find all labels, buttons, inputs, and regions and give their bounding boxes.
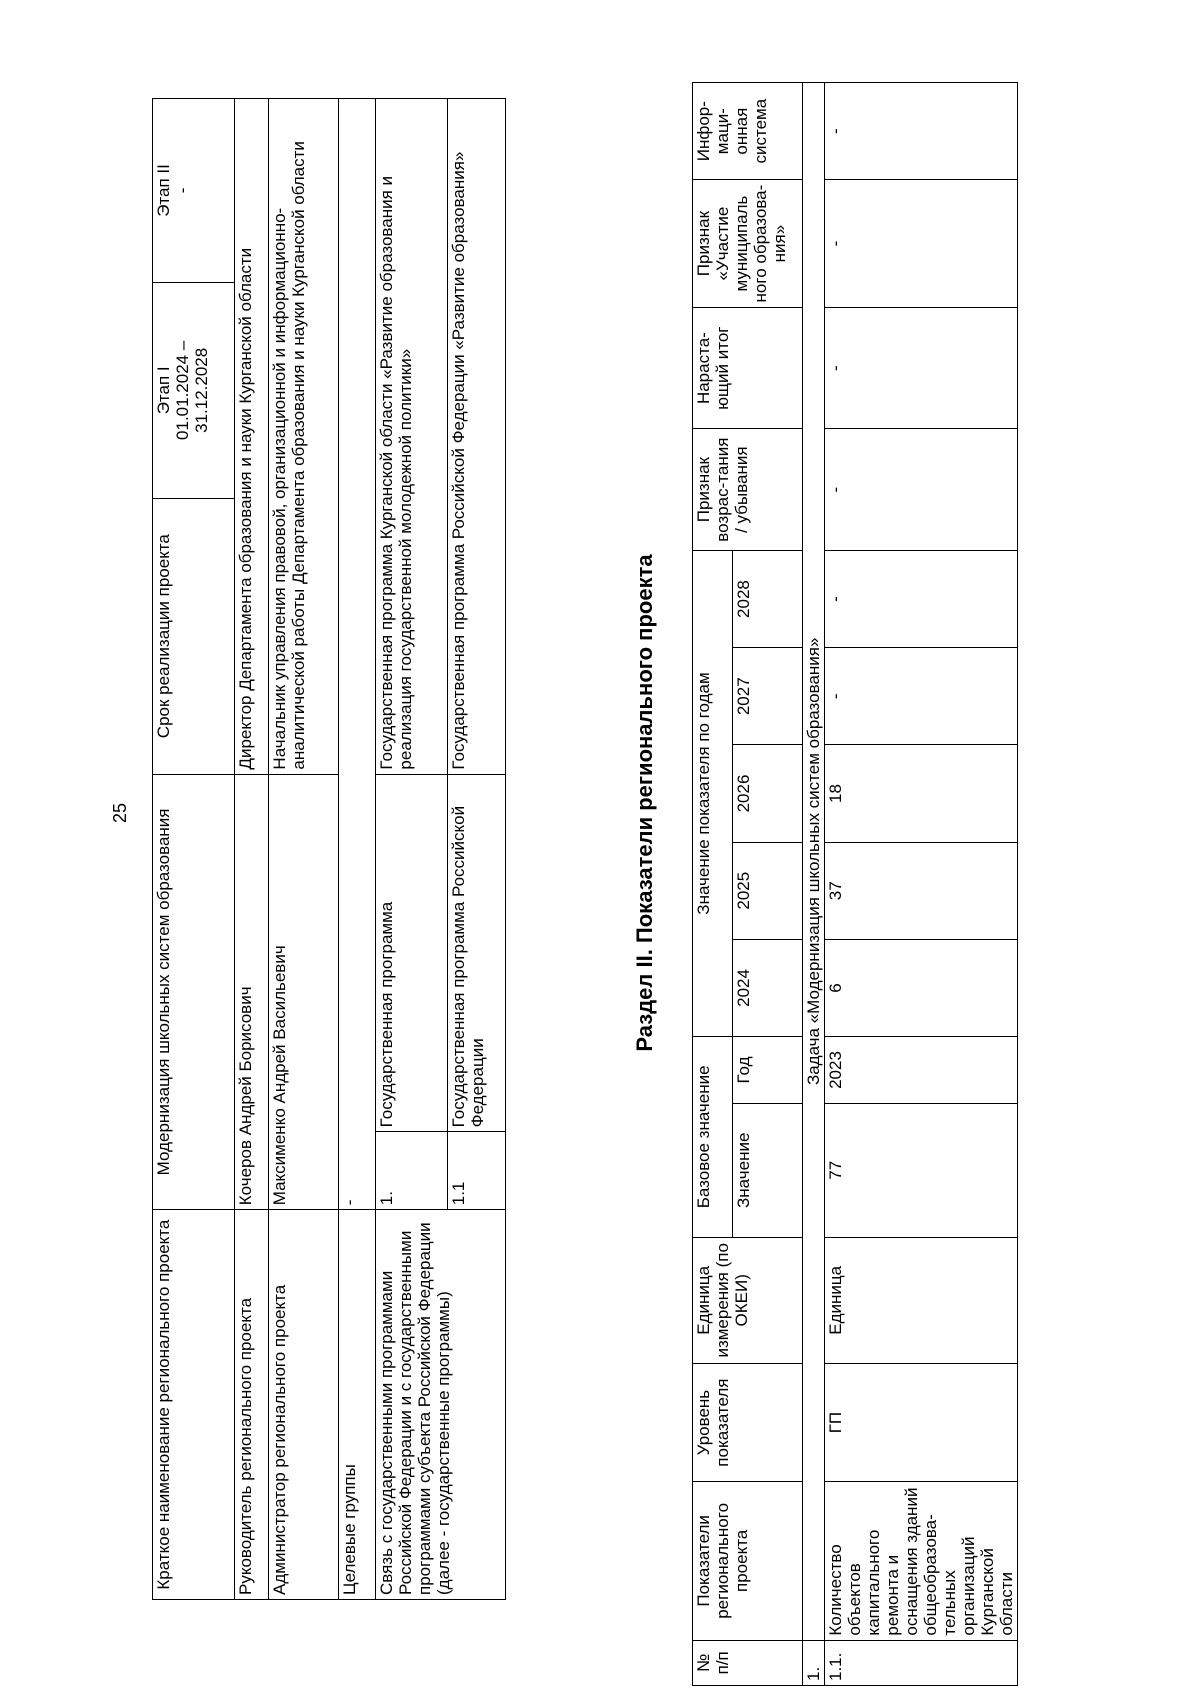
row-name: Количество объектов капитального ремонта и оснащения зданий общеобразова-тельных организаций Курганской области <box>825 1482 1018 1640</box>
header-num: № п/п <box>693 1640 803 1685</box>
row-municipal: - <box>825 180 1018 308</box>
header-unit: Единица измерения (по ОКЕИ) <box>693 1237 803 1363</box>
row-base-year: 2023 <box>825 1037 1018 1104</box>
header-base: Базовое значение <box>693 1037 733 1238</box>
page-number: 25 <box>110 802 130 824</box>
link-row-value: Государственная программа Курганской области «Развитие образования и реализация государственной молодежной политики» <box>376 99 448 775</box>
link-row-num: 1.1 <box>448 1132 506 1210</box>
short-name-label: Краткое наименование регионального проекта <box>153 1210 235 1600</box>
header-year: 2027 <box>733 648 803 745</box>
link-row-type: Государственная программа Российской Федерации <box>448 774 506 1132</box>
row-info-system: - <box>825 83 1018 180</box>
target-groups-value: - <box>339 99 376 1210</box>
indicators-table <box>692 82 1018 1686</box>
target-groups-label: Целевые группы <box>339 1210 376 1600</box>
header-values-by-year: Значение показателя по годам <box>693 550 733 1036</box>
row-level: ГП <box>825 1364 1018 1482</box>
link-label: Связь с государственными программами Российской Федерации и с государственными программами субъекта Российской Федерации (далее - государственные программы) <box>376 1210 506 1600</box>
stage-1: Этап I 01.01.2024 – 31.12.2028 <box>153 282 235 498</box>
row-unit: Единица <box>825 1237 1018 1363</box>
header-cumulative: Нараста-ющий итог <box>693 307 803 429</box>
leader-position: Директор Департамента образования и науки Курганской области <box>235 99 269 775</box>
row-value-2025: 37 <box>825 842 1018 939</box>
row-value-2024: 6 <box>825 939 1018 1036</box>
link-row-type: Государственная программа <box>376 774 448 1132</box>
row-base-value: 77 <box>825 1103 1018 1237</box>
header-base-year: Год <box>733 1037 803 1104</box>
short-name-value: Модернизация школьных систем образования <box>153 774 235 1210</box>
row-cumulative: - <box>825 307 1018 429</box>
leader-name: Кочеров Андрей Борисович <box>235 774 269 1210</box>
header-year: 2025 <box>733 842 803 939</box>
header-level: Уровень показателя <box>693 1364 803 1482</box>
passport-table <box>152 98 506 1600</box>
header-trend: Признак возрас-тания / убывания <box>693 429 803 551</box>
table-row <box>825 83 1018 1686</box>
header-year: 2024 <box>733 939 803 1036</box>
row-num: 1.1. <box>825 1640 1018 1685</box>
link-row-num: 1. <box>376 1132 448 1210</box>
leader-label: Руководитель регионального проекта <box>235 1210 269 1600</box>
row-value-2028: - <box>825 550 1018 647</box>
section-title: Раздел II. Показатели регионального проекта <box>632 554 657 1052</box>
admin-position: Начальник управления правовой, организационной и информационно-аналитической работы Департамента образования и науки Курганской области <box>269 99 339 775</box>
term-label: Срок реализации проекта <box>153 498 235 774</box>
link-row-value: Государственная программа Российской Федерации «Развитие образования» <box>448 99 506 775</box>
row-trend: - <box>825 429 1018 551</box>
header-info-system: Инфор-маци-онная система <box>693 83 803 180</box>
header-municipal: Признак «Участие муниципаль ного образова-ния» <box>693 180 803 308</box>
stage-2: Этап II - <box>153 99 235 283</box>
row-value-2027: - <box>825 648 1018 745</box>
admin-name: Максименко Андрей Васильевич <box>269 774 339 1210</box>
admin-label: Администратор регионального проекта <box>269 1210 339 1600</box>
header-base-value: Значение <box>733 1103 803 1237</box>
row-value-2026: 18 <box>825 745 1018 842</box>
header-year: 2028 <box>733 550 803 647</box>
header-name: Показатели регионального проекта <box>693 1482 803 1640</box>
task-title: Задача «Модернизация школьных систем образования» <box>803 83 825 1641</box>
task-num: 1. <box>803 1640 825 1685</box>
header-year: 2026 <box>733 745 803 842</box>
